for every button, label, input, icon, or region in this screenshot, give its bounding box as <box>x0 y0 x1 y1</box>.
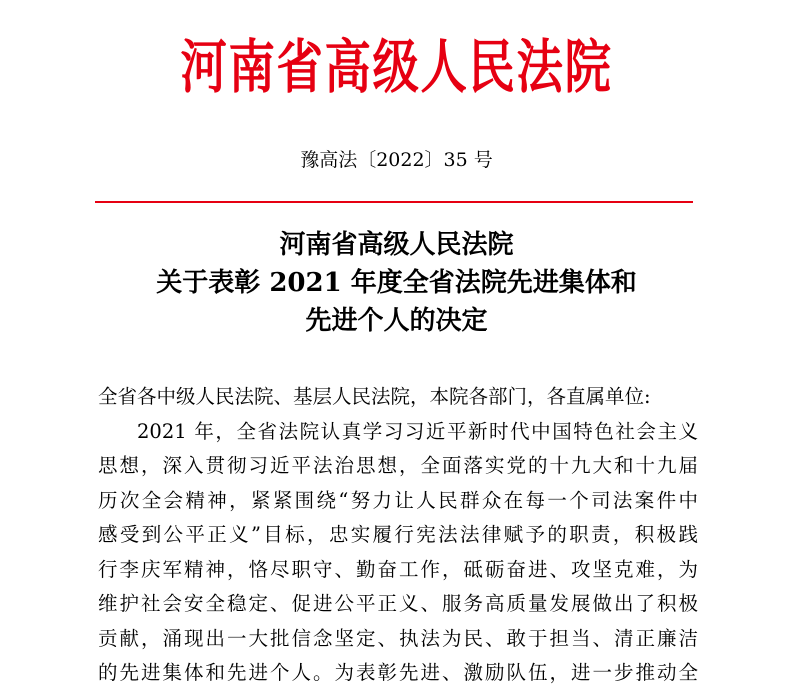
salutation: 全省各中级人民法院、基层人民法院，本院各部门，各直属单位: <box>98 385 651 408</box>
title-line-1: 河南省高级人民法院 <box>279 230 514 260</box>
document-number: 豫高法〔2022〕35 号 <box>300 149 493 171</box>
body-line: 行李庆军精神，恪尽职守、勤奋工作，砥砺奋进、攻坚克难，为 <box>98 557 698 581</box>
red-divider-line <box>95 201 693 203</box>
body-line: 的先进集体和先进个人。为表彰先进、激励队伍，进一步推动全 <box>98 661 698 684</box>
body-line: 贡献，涌现出一大批信念坚定、执法为民、敢于担当、清正廉洁 <box>98 626 698 650</box>
document-body <box>98 380 698 691</box>
title-line-3: 先进个人的决定 <box>305 306 488 336</box>
issuer-masthead: 河南省高级人民法院 <box>180 33 613 101</box>
body-line: 感受到公平正义”目标，忠实履行宪法法律赋予的职责，积极践 <box>98 523 698 546</box>
body-line: 思想，深入贯彻习近平法治思想，全面落实党的十九大和十九届 <box>98 454 698 477</box>
document-title <box>0 226 793 340</box>
title-line-2: 关于表彰 2021 年度全省法院先进集体和 <box>156 268 637 298</box>
body-line: 2021 年，全省法院认真学习习近平新时代中国特色社会主义 <box>137 419 698 443</box>
body-line: 历次全会精神，紧紧围绕“努力让人民群众在每一个司法案件中 <box>98 488 698 512</box>
body-line: 维护社会安全稳定、促进公平正义、服务高质量发展做出了积极 <box>98 592 698 615</box>
